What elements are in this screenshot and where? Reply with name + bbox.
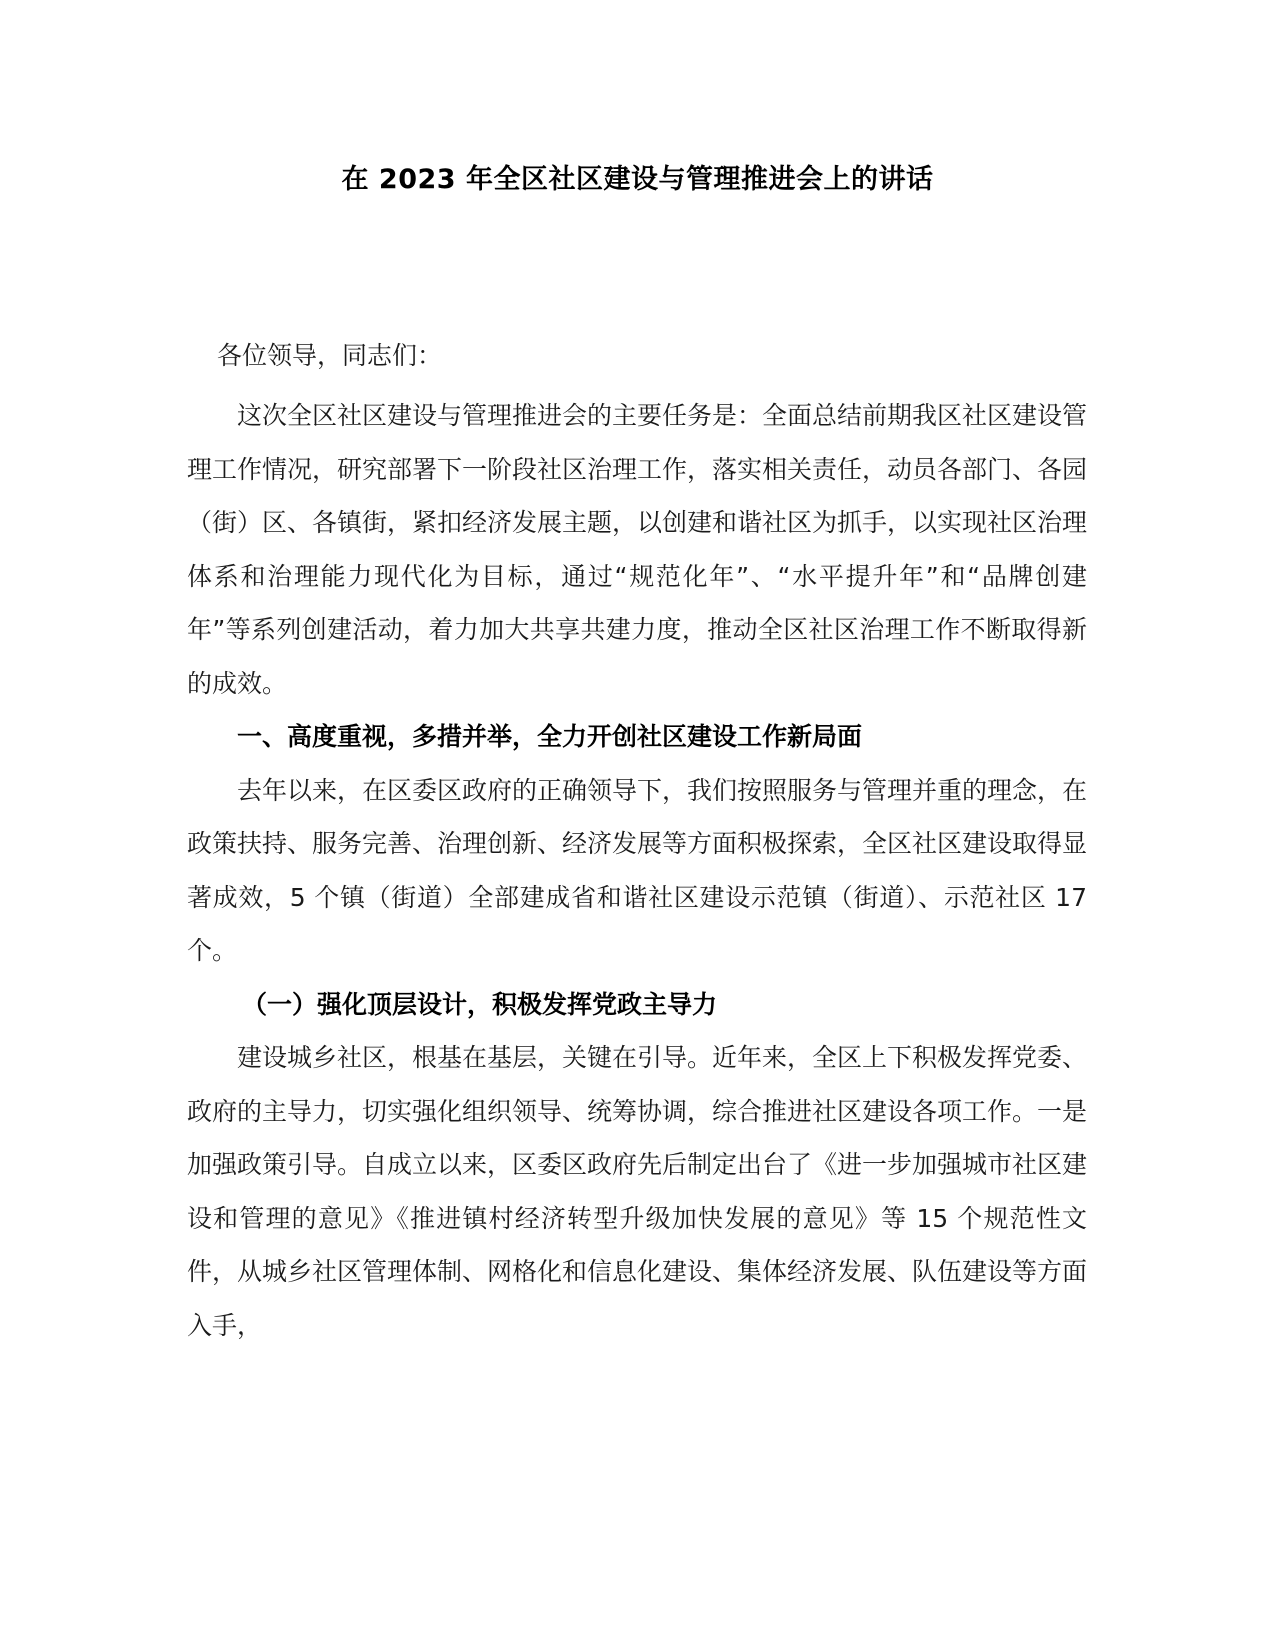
section-paragraph: 去年以来，在区委区政府的正确领导下，我们按照服务与管理并重的理念，在政策扶持、服务完善、治理创新、经济发展等方面积极探索，全区社区建设取得显著成效，5 个镇（街道）全部建成省和谐社区建设示范镇（街道）、示范社区 17 个。 [187, 775, 1088, 965]
intro-paragraph: 这次全区社区建设与管理推进会的主要任务是：全面总结前期我区社区建设管理工作情况，研究部署下一阶段社区治理工作，落实相关责任，动员各部门、各园（街）区、各镇街，紧扣经济发展主题，以创建和谐社区为抓手，以实现社区治理体系和治理能力现代化为目标，通过“规范化年”、“水平提升年”和“品牌创建年”等系列创建活动，着力加大共享共建力度，推动全区社区治理工作不断取得新的成效。 [187, 401, 1088, 698]
document-title: 在 2023 年全区社区建设与管理推进会上的讲话 [341, 164, 934, 195]
document-body [187, 335, 1087, 1352]
subsection-heading: （一）强化顶层设计，积极发挥党政主导力 [242, 989, 718, 1019]
subsection-paragraph: 建设城乡社区，根基在基层，关键在引导。近年来，全区上下积极发挥党委、政府的主导力，切实强化组织领导、统筹协调，综合推进社区建设各项工作。一是加强政策引导。自成立以来，区委区政府先后制定出台了《进一步加强城市社区建设和管理的意见》《推进镇村经济转型升级加快发展的意见》等 15 个规范性文件，从城乡社区管理体制、网格化和信息化建设、集体经济发展、队伍建设等方面入手， [187, 1043, 1088, 1340]
salutation: 各位领导，同志们： [217, 341, 443, 370]
section-heading: 一、高度重视，多措并举，全力开创社区建设工作新局面 [237, 722, 863, 751]
